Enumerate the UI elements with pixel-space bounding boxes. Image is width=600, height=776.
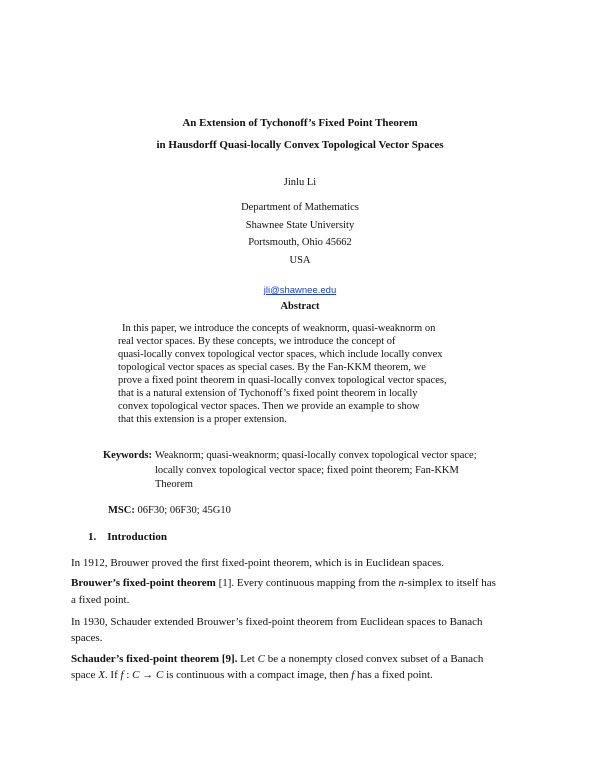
- msc-line: [108, 505, 231, 516]
- affiliation-country: USA: [289, 255, 311, 266]
- section-number: 1.: [88, 531, 97, 543]
- affiliation-city: Portsmouth, Ohio 45662: [248, 237, 352, 248]
- keywords-line: locally convex topological vector space; fixed point theorem; Fan-KKM: [155, 465, 459, 476]
- keywords-label: Keywords:: [103, 450, 152, 461]
- title-line-2: in Hausdorff Quasi-locally Convex Topological Vector Spaces: [156, 139, 444, 151]
- msc-label: MSC:: [108, 505, 135, 516]
- abstract-line: that this extension is a proper extension.: [118, 414, 287, 425]
- schauder-theorem-line-1: Schauder’s fixed-point theorem [9]. Let C be a nonempty closed convex subset of a Banach: [71, 653, 484, 665]
- affiliation-university: Shawnee State University: [245, 220, 355, 231]
- abstract-heading: Abstract: [280, 301, 320, 312]
- brouwer-theorem-line-1: Brouwer’s fixed-point theorem [1]. Every continuous mapping from the n-simplex to itself has: [71, 577, 496, 589]
- abstract-line: In this paper, we introduce the concepts of weaknorm, quasi-weaknorm on: [122, 323, 436, 334]
- abstract-line: real vector spaces. By these concepts, we introduce the concept of: [118, 336, 396, 347]
- affiliation-department: Department of Mathematics: [241, 202, 359, 213]
- brouwer-theorem-label: Brouwer’s fixed-point theorem: [71, 577, 216, 589]
- email-container: [0, 280, 600, 298]
- title-line-1: An Extension of Tychonoff’s Fixed Point Theorem: [182, 117, 418, 129]
- abstract-line: that is a natural extension of Tychonoff’s fixed point theorem in locally: [118, 388, 418, 399]
- section-title: Introduction: [107, 531, 167, 543]
- section-heading: [88, 531, 167, 543]
- intro-paragraph-3-line-2: spaces.: [71, 632, 103, 644]
- schauder-theorem-line-2: space X. If f : C → C is continuous with a compact image, then f has a fixed point.: [71, 669, 433, 681]
- abstract-line: convex topological vector spaces. Then we provide an example to show: [118, 401, 420, 412]
- abstract-line: topological vector spaces as special cases. By the Fan-KKM theorem, we: [118, 362, 426, 373]
- msc-value: 06F30; 06F30; 45G10: [137, 505, 231, 516]
- schauder-theorem-label: Schauder’s fixed-point theorem: [71, 653, 220, 665]
- author-name: Jinlu Li: [283, 177, 317, 188]
- abstract-line: prove a fixed point theorem in quasi-locally convex topological vector spaces,: [118, 375, 447, 386]
- keywords-line: Weaknorm; quasi-weaknorm; quasi-locally convex topological vector space;: [155, 450, 477, 461]
- email-link[interactable]: jli@shawnee.edu: [263, 285, 337, 296]
- intro-paragraph-3-line-1: In 1930, Schauder extended Brouwer’s fixed-point theorem from Euclidean spaces to Banach: [71, 616, 483, 628]
- intro-paragraph-1: In 1912, Brouwer proved the first fixed-point theorem, which is in Euclidean spaces.: [71, 557, 444, 569]
- abstract-line: quasi-locally convex topological vector spaces, which include locally convex: [118, 349, 443, 360]
- keywords-line: Theorem: [155, 479, 193, 490]
- brouwer-theorem-line-2: a fixed point.: [71, 594, 130, 606]
